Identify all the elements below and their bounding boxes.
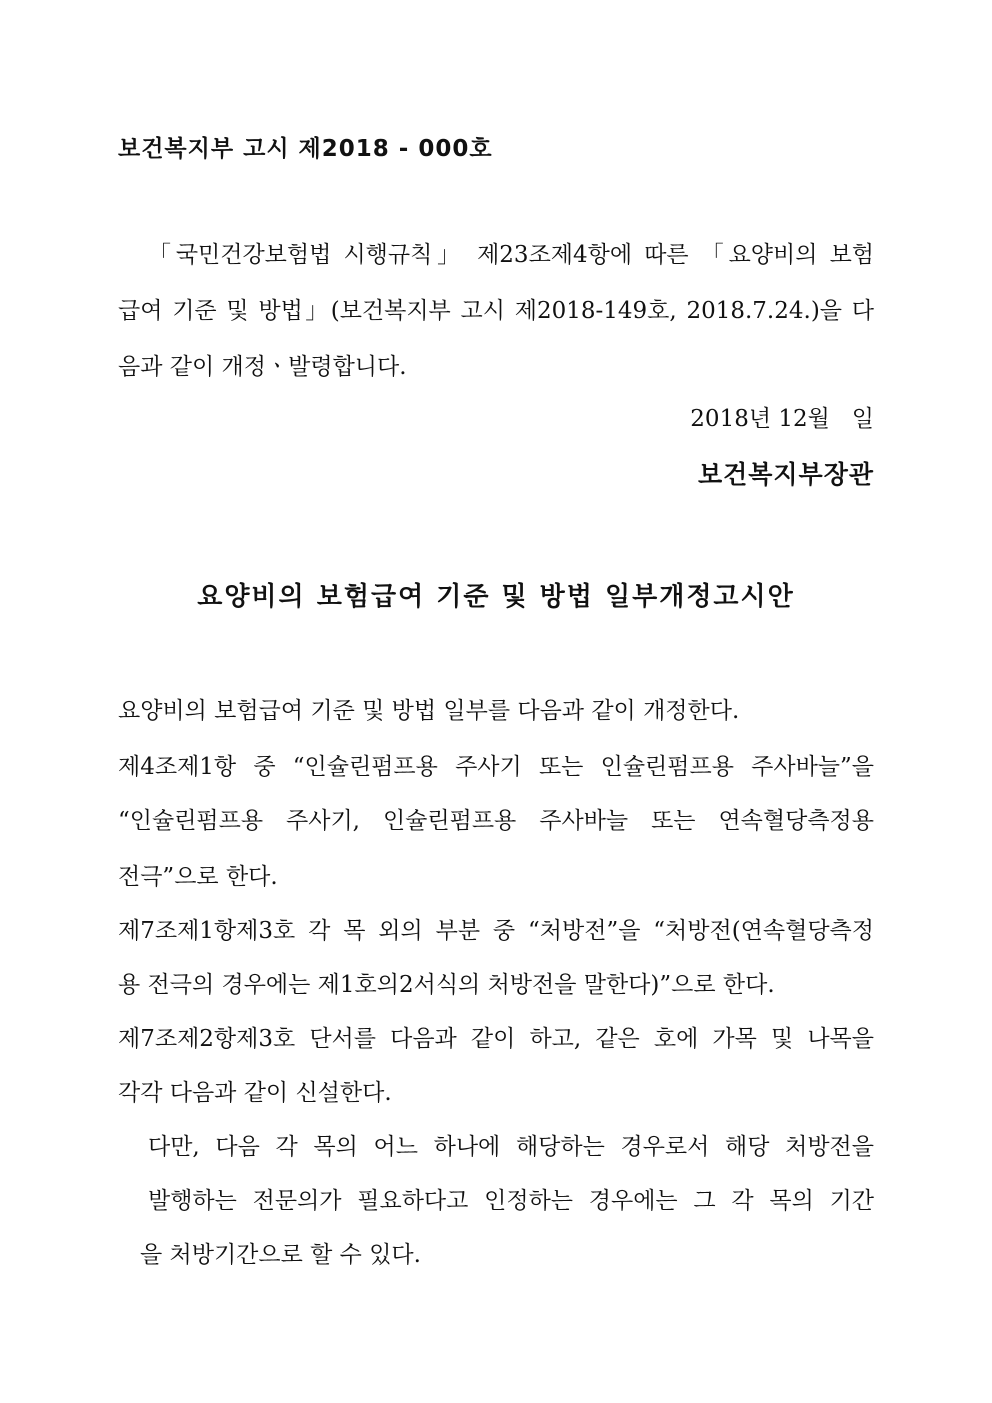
paragraph-2-line-1: 제4조제1항 중 “인슐린펌프용 주사기 또는 인슐린펌프용 주사바늘”을 — [118, 754, 874, 780]
paragraph-4-line-1: 제7조제2항제3호 단서를 다음과 같이 하고, 같은 호에 가목 및 나목을 — [118, 1026, 874, 1052]
proviso-line-2: 발행하는 전문의가 필요하다고 인정하는 경우에는 그 각 목의 기간 — [148, 1188, 874, 1214]
intro-line-3: 음과 같이 개정ㆍ발령합니다. — [118, 354, 407, 380]
paragraph-4-line-2: 각각 다음과 같이 신설한다. — [118, 1080, 392, 1106]
paragraph-1: 요양비의 보험급여 기준 및 방법 일부를 다음과 같이 개정한다. — [118, 698, 740, 724]
document-title: 요양비의 보험급여 기준 및 방법 일부개정고시안 — [197, 582, 795, 612]
paragraph-2-line-2: “인슐린펌프용 주사기, 인슐린펌프용 주사바늘 또는 연속혈당측정용 — [118, 808, 874, 834]
paragraph-2-line-3: 전극”으로 한다. — [118, 864, 278, 890]
paragraph-3-line-2: 용 전극의 경우에는 제1호의2서식의 처방전을 말한다)”으로 한다. — [118, 972, 775, 998]
minister-signature: 보건복지부장관 — [697, 460, 874, 489]
paragraph-3-line-1: 제7조제1항제3호 각 목 외의 부분 중 “처방전”을 “처방전(연속혈당측정 — [118, 918, 874, 944]
proviso-line-3: 을 처방기간으로 할 수 있다. — [140, 1242, 421, 1268]
intro-line-2: 급여 기준 및 방법」(보건복지부 고시 제2018-149호, 2018.7.24.)을 다 — [118, 298, 874, 324]
proviso-line-1: 다만, 다음 각 목의 어느 하나에 해당하는 경우로서 해당 처방전을 — [148, 1134, 874, 1160]
notice-number: 보건복지부 고시 제2018 - 000호 — [118, 136, 493, 162]
issue-date: 2018년 12월 일 — [690, 406, 874, 432]
intro-line-1: 「국민건강보험법 시행규칙」 제23조제4항에 따른 「요양비의 보험 — [148, 242, 874, 268]
